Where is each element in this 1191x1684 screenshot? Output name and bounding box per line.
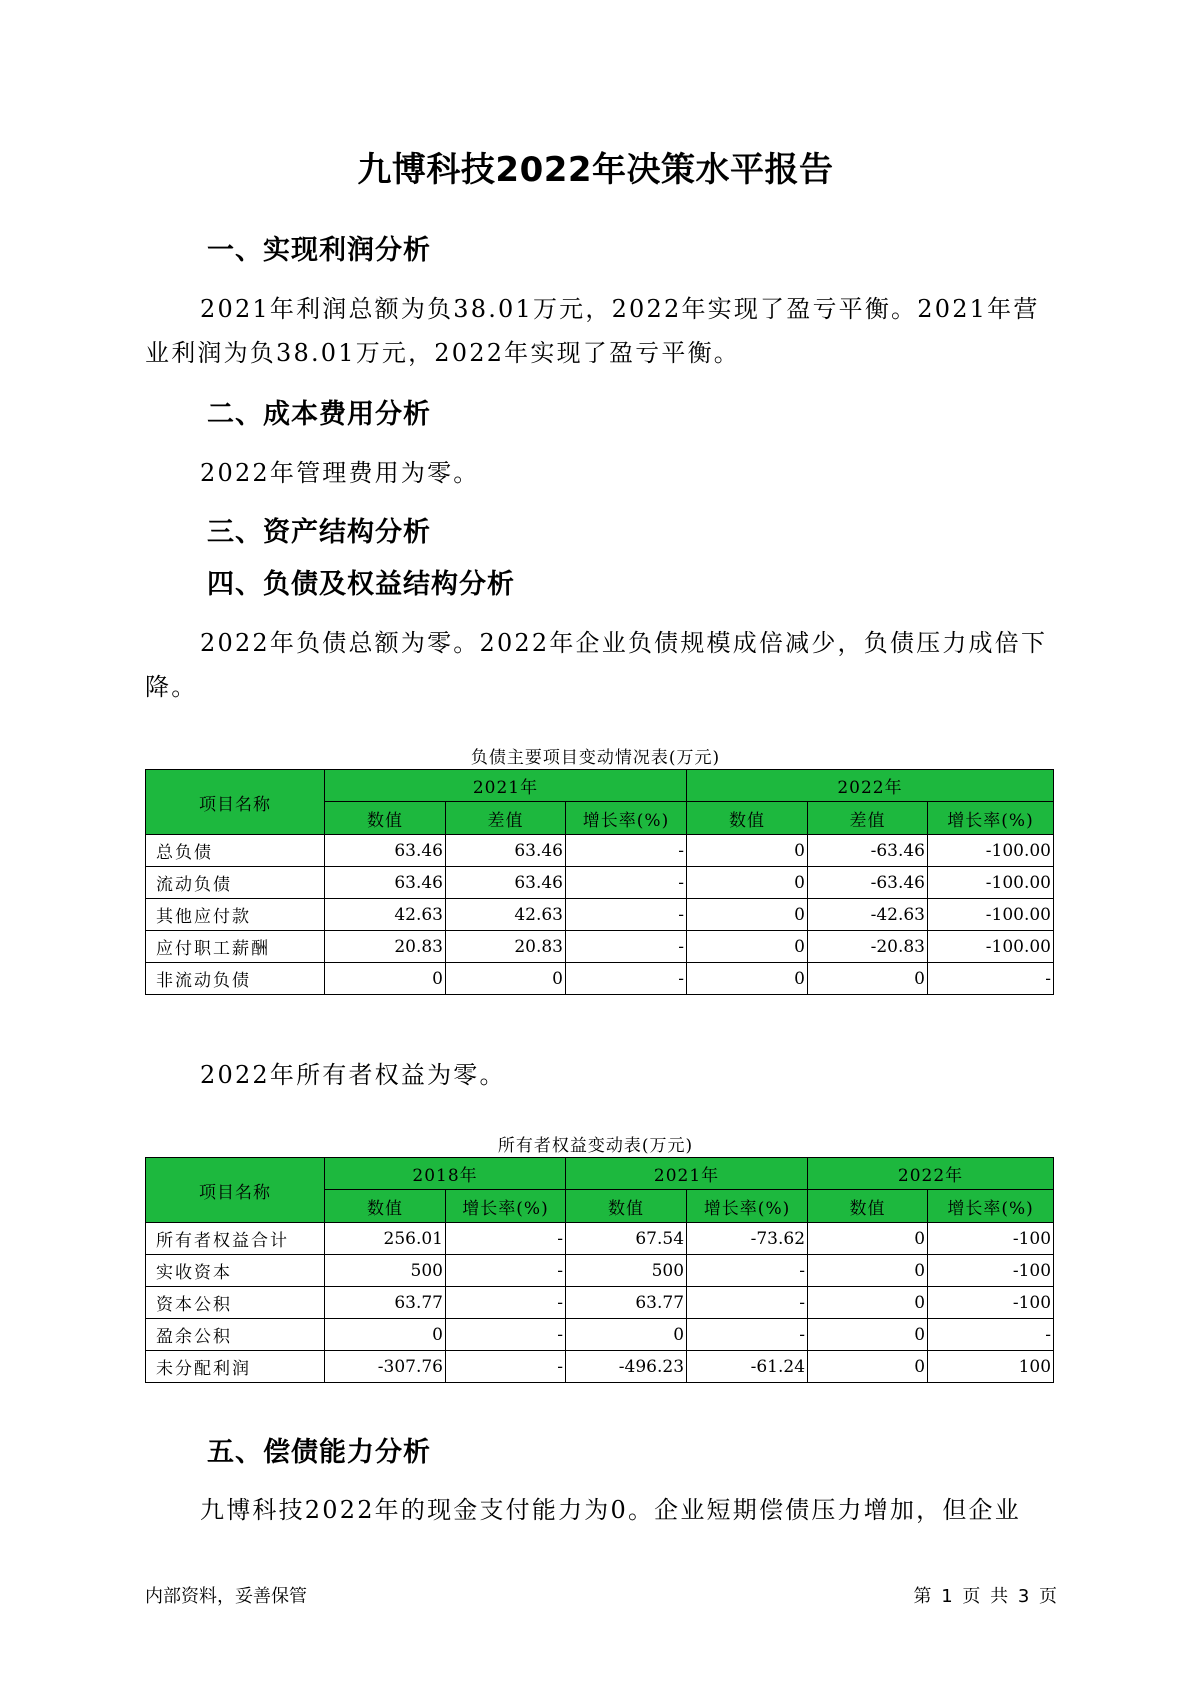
table-cell: 67.54 <box>566 1223 687 1255</box>
table-cell: -63.46 <box>808 867 928 899</box>
paragraph-liabilities: 2022年负债总额为零。2022年企业负债规模成倍减少，负债压力成倍下降。 <box>145 629 1048 701</box>
table-cell: 63.46 <box>325 835 446 867</box>
debt-table-caption: 负债主要项目变动情况表(万元) <box>470 748 721 768</box>
row-label: 实收资本 <box>146 1255 325 1287</box>
table-row <box>146 931 1054 963</box>
table-cell: 256.01 <box>325 1223 446 1255</box>
table-cell: 0 <box>808 1255 928 1287</box>
header-difference: 差值 <box>446 802 566 835</box>
header-year: 2021年 <box>566 1158 808 1190</box>
row-label: 总负债 <box>146 835 325 867</box>
equity-table-caption: 所有者权益变动表(万元) <box>497 1136 694 1156</box>
table-cell: 0 <box>566 1319 687 1351</box>
table-cell: -100.00 <box>928 899 1054 931</box>
table-cell: 0 <box>808 1223 928 1255</box>
row-label: 流动负债 <box>146 867 325 899</box>
header-growth-rate: 增长率(%) <box>928 1190 1054 1223</box>
table-cell: -100 <box>928 1255 1054 1287</box>
header-value: 数值 <box>566 1190 687 1223</box>
table-cell: -496.23 <box>566 1351 687 1383</box>
table-cell: 0 <box>325 1319 446 1351</box>
table-cell: - <box>446 1287 566 1319</box>
table-row <box>146 867 1054 899</box>
table-cell: 100 <box>928 1351 1054 1383</box>
paragraph-cost: 2022年管理费用为零。 <box>200 459 480 487</box>
header-growth-rate: 增长率(%) <box>928 802 1054 835</box>
table-cell: 20.83 <box>325 931 446 963</box>
table-cell: - <box>687 1287 808 1319</box>
table-cell: - <box>566 867 687 899</box>
table-cell: 0 <box>687 931 808 963</box>
table-cell: -100.00 <box>928 931 1054 963</box>
header-value: 数值 <box>325 802 446 835</box>
paragraph-equity: 2022年所有者权益为零。 <box>200 1061 506 1089</box>
section-heading-liabilities-equity: 四、负债及权益结构分析 <box>207 569 515 600</box>
header-item-name: 项目名称 <box>146 770 325 835</box>
table-cell: - <box>928 1319 1054 1351</box>
table-cell: -63.46 <box>808 835 928 867</box>
header-year: 2018年 <box>325 1158 566 1190</box>
table-row <box>146 1319 1054 1351</box>
table-row <box>146 1287 1054 1319</box>
table-row <box>146 1223 1054 1255</box>
table-cell: -61.24 <box>687 1351 808 1383</box>
header-difference: 差值 <box>808 802 928 835</box>
row-label: 未分配利润 <box>146 1351 325 1383</box>
table-cell: -100.00 <box>928 835 1054 867</box>
table-cell: -100 <box>928 1223 1054 1255</box>
header-value: 数值 <box>325 1190 446 1223</box>
table-cell: -307.76 <box>325 1351 446 1383</box>
section-heading-profit: 一、实现利润分析 <box>207 235 431 266</box>
header-growth-rate: 增长率(%) <box>446 1190 566 1223</box>
table-cell: 0 <box>446 963 566 995</box>
table-cell: 0 <box>325 963 446 995</box>
header-item-name: 项目名称 <box>146 1158 325 1223</box>
paragraph-profit: 2021年利润总额为负38.01万元，2022年实现了盈亏平衡。2021年营业利润为负38.01万元，2022年实现了盈亏平衡。 <box>145 295 1040 367</box>
table-cell: 0 <box>808 963 928 995</box>
table-cell: - <box>446 1255 566 1287</box>
table-cell: - <box>446 1319 566 1351</box>
table-cell: 0 <box>808 1287 928 1319</box>
table-cell: -73.62 <box>687 1223 808 1255</box>
table-cell: - <box>566 963 687 995</box>
table-cell: 0 <box>808 1319 928 1351</box>
row-label: 其他应付款 <box>146 899 325 931</box>
table-cell: - <box>446 1351 566 1383</box>
table-cell: 500 <box>325 1255 446 1287</box>
table-cell: 0 <box>808 1351 928 1383</box>
section-heading-assets: 三、资产结构分析 <box>207 517 431 548</box>
table-cell: 63.46 <box>446 867 566 899</box>
header-year: 2022年 <box>808 1158 1054 1190</box>
table-row <box>146 1351 1054 1383</box>
table-cell: 0 <box>687 835 808 867</box>
header-value: 数值 <box>808 1190 928 1223</box>
table-cell: - <box>566 899 687 931</box>
table-cell: - <box>687 1319 808 1351</box>
table-cell: 63.46 <box>325 867 446 899</box>
header-year: 2021年 <box>325 770 687 802</box>
table-row <box>146 835 1054 867</box>
table-cell: 0 <box>687 867 808 899</box>
report-title: 九博科技2022年决策水平报告 <box>357 150 834 190</box>
row-label: 应付职工薪酬 <box>146 931 325 963</box>
table-cell: -100.00 <box>928 867 1054 899</box>
row-label: 资本公积 <box>146 1287 325 1319</box>
table-cell: -100 <box>928 1287 1054 1319</box>
table-cell: -42.63 <box>808 899 928 931</box>
table-cell: - <box>687 1255 808 1287</box>
table-row <box>146 1255 1054 1287</box>
table-row <box>146 963 1054 995</box>
header-year: 2022年 <box>687 770 1054 802</box>
table-cell: 42.63 <box>446 899 566 931</box>
table-cell: 0 <box>687 963 808 995</box>
section-heading-solvency: 五、偿债能力分析 <box>207 1437 431 1468</box>
table-cell: 20.83 <box>446 931 566 963</box>
header-value: 数值 <box>687 802 808 835</box>
debt-table <box>145 769 1054 995</box>
table-cell: 42.63 <box>325 899 446 931</box>
footer-page-number: 第 1 页 共 3 页 <box>913 1586 1057 1607</box>
row-label: 所有者权益合计 <box>146 1223 325 1255</box>
row-label: 非流动负债 <box>146 963 325 995</box>
table-cell: - <box>566 835 687 867</box>
table-cell: -20.83 <box>808 931 928 963</box>
table-cell: 63.46 <box>446 835 566 867</box>
table-cell: 63.77 <box>325 1287 446 1319</box>
row-label: 盈余公积 <box>146 1319 325 1351</box>
footer-confidential-note: 内部资料，妥善保管 <box>145 1586 307 1607</box>
header-growth-rate: 增长率(%) <box>687 1190 808 1223</box>
paragraph-solvency: 九博科技2022年的现金支付能力为0。企业短期偿债压力增加，但企业 <box>200 1496 1021 1524</box>
table-cell: - <box>566 931 687 963</box>
header-growth-rate: 增长率(%) <box>566 802 687 835</box>
section-heading-cost: 二、成本费用分析 <box>207 399 431 430</box>
table-cell: 63.77 <box>566 1287 687 1319</box>
table-row <box>146 899 1054 931</box>
table-cell: - <box>928 963 1054 995</box>
table-cell: - <box>446 1223 566 1255</box>
equity-table <box>145 1157 1054 1383</box>
table-cell: 500 <box>566 1255 687 1287</box>
table-cell: 0 <box>687 899 808 931</box>
